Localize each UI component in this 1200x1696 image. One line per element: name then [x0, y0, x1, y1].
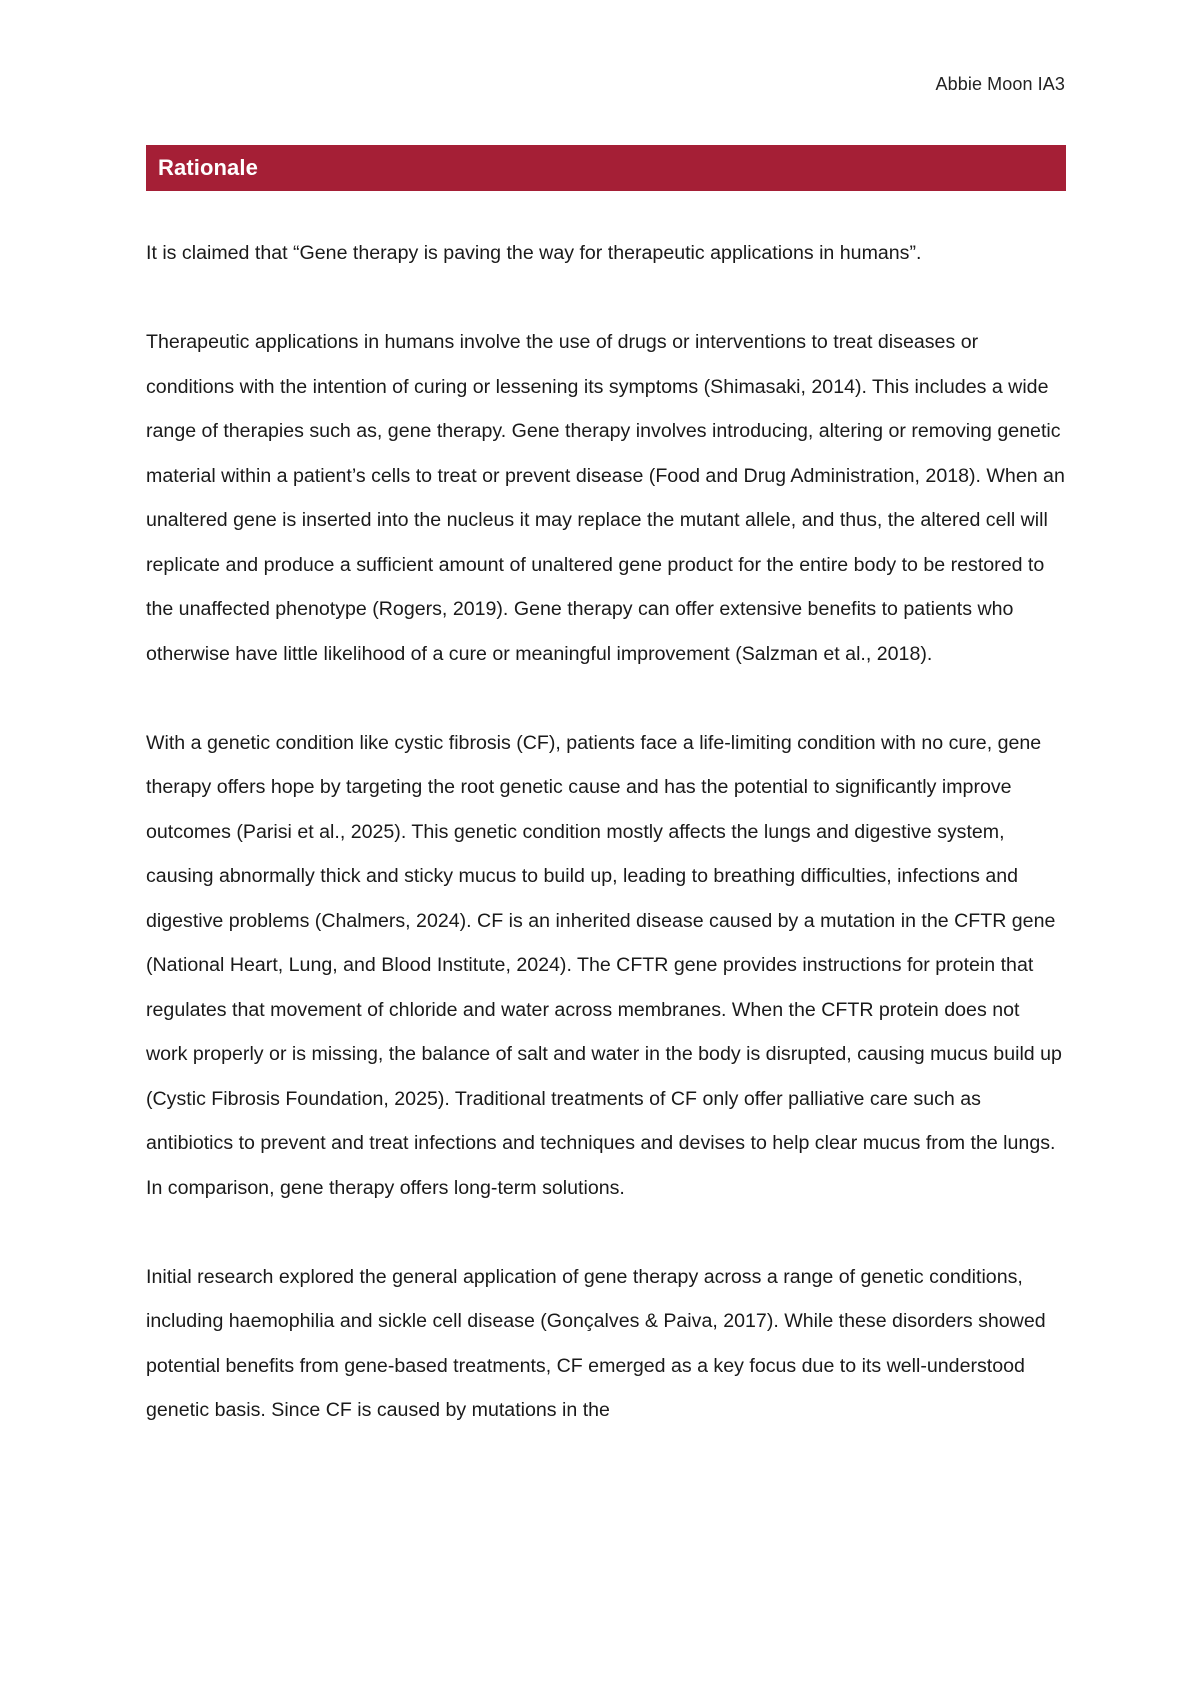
paragraph-therapeutic-applications: Therapeutic applications in humans involve the use of drugs or interventions to treat diseases or conditions with the intention of curing or lessening its symptoms (Shimasaki, 2014). This includes a wide range of therapies such as, gene therapy. Gene therapy involves introducing, altering or removing genetic material within a patient’s cells to treat or prevent disease (Food and Drug Administration, 2018). When an unaltered gene is inserted into the nucleus it may replace the mutant allele, and thus, the altered cell will replicate and produce a sufficient amount of unaltered gene product for the entire body to be restored to the unaffected phenotype (Rogers, 2019). Gene therapy can offer extensive benefits to patients who otherwise have little likelihood of a cure or meaningful improvement (Salzman et al., 2018).	[146, 331, 1065, 665]
page-header-author: Abbie Moon IA3	[935, 74, 1065, 94]
paragraph-claim: It is claimed that “Gene therapy is paving the way for therapeutic applications in humans”.	[146, 242, 922, 264]
paragraph-cystic-fibrosis: With a genetic condition like cystic fibrosis (CF), patients face a life-limiting condition with no cure, gene therapy offers hope by targeting the root genetic cause and has the potential to significantly improve outcomes (Parisi et al., 2025). This genetic condition mostly affects the lungs and digestive system, causing abnormally thick and sticky mucus to build up, leading to breathing difficulties, infections and digestive problems (Chalmers, 2024). CF is an inherited disease caused by a mutation in the CFTR gene (National Heart, Lung, and Blood Institute, 2024). The CFTR gene provides instructions for protein that regulates that movement of chloride and water across membranes. When the CFTR protein does not work properly or is missing, the balance of salt and water in the body is disrupted, causing mucus build up (Cystic Fibrosis Foundation, 2025). Traditional treatments of CF only offer palliative care such as antibiotics to prevent and treat infections and techniques and devises to help clear mucus from the lungs. In comparison, gene therapy offers long-term solutions.	[146, 731, 1062, 1199]
section-title: Rationale	[158, 155, 258, 180]
paragraph-initial-research: Initial research explored the general application of gene therapy across a range of genetic conditions, including haemophilia and sickle cell disease (Gonçalves & Paiva, 2017). While these disorders showed potential benefits from gene-based treatments, CF emerged as a key focus due to its well-understood genetic basis. Since CF is caused by mutations in the	[146, 1265, 1046, 1421]
document-body	[146, 231, 1066, 1477]
section-banner	[146, 145, 1066, 191]
